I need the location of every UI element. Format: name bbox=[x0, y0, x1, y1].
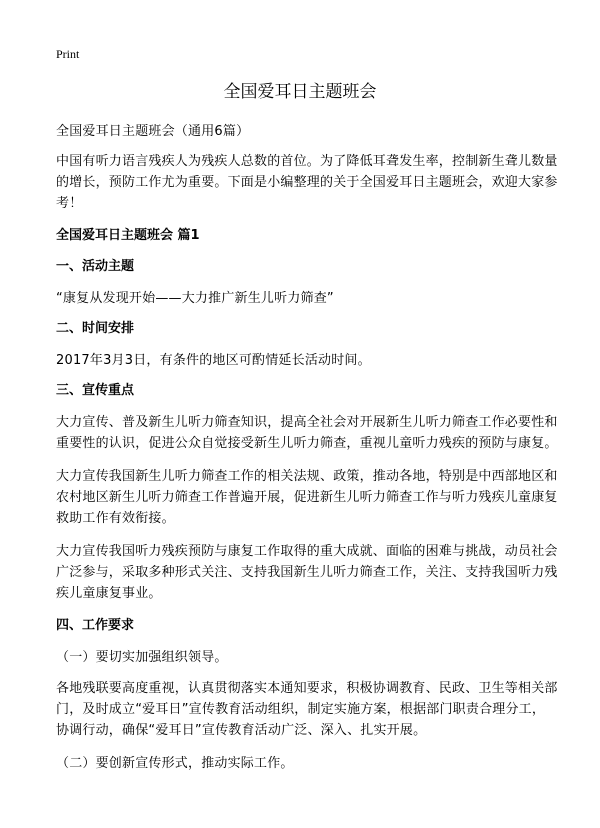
requirement-1-title: （一）要切实加强组织领导。 bbox=[56, 650, 228, 665]
heading-publicity-focus: 三、宣传重点 bbox=[56, 383, 135, 398]
document-title: 全国爱耳日主题班会 bbox=[223, 82, 377, 102]
theme-paragraph: “康复从发现开始——大力推广新生儿听力筛查” bbox=[56, 291, 334, 306]
requirement-1-body: 各地残联要高度重视，认真贯彻落实本通知要求，积极协调教育、民政、卫生等相关部门，及时成立“爱耳日”宣传教育活动组织，制定实施方案，根据部门职责合理分工，协调行动，确保“爱耳日”宣传教育活动广泛、深入、扎实开展。 bbox=[56, 681, 558, 738]
focus-paragraph-2: 大力宣传我国新生儿听力筛查工作的相关法规、政策，推动各地，特别是中西部地区和农村地区新生儿听力筛查工作普遍开展，促进新生儿听力筛查工作与听力残疾儿童康复救助工作有效衔接。 bbox=[56, 469, 558, 526]
intro-paragraph: 中国有听力语言残疾人为残疾人总数的首位。为了降低耳聋发生率，控制新生聋儿数量的增长，预防工作尤为重要。下面是小编整理的关于全国爱耳日主题班会，欢迎大家参考！ bbox=[56, 154, 558, 211]
requirement-2-title: （二）要创新宣传形式，推动实际工作。 bbox=[56, 756, 294, 771]
schedule-paragraph: 2017年3月3日，有条件的地区可酌情延长活动时间。 bbox=[56, 353, 371, 368]
focus-paragraph-1: 大力宣传、普及新生儿听力筛查知识，提高全社会对开展新生儿听力筛查工作必要性和重要性的认识，促进公众自觉接受新生儿听力筛查，重视儿童听力残疾的预防与康复。 bbox=[56, 415, 558, 451]
focus-paragraph-3: 大力宣传我国听力残疾预防与康复工作取得的重大成就、面临的困难与挑战，动员社会广泛参与，采取多种形式关注、支持我国新生儿听力筛查工作，关注、支持我国听力残疾儿童康复事业。 bbox=[56, 544, 558, 601]
print-label: Print bbox=[56, 47, 80, 61]
heading-work-requirements: 四、工作要求 bbox=[56, 618, 135, 633]
document-subtitle: 全国爱耳日主题班会（通用6篇） bbox=[56, 124, 250, 139]
heading-schedule: 二、时间安排 bbox=[56, 321, 135, 336]
section-title: 全国爱耳日主题班会 篇1 bbox=[56, 228, 200, 243]
document-body bbox=[56, 121, 558, 786]
heading-activity-theme: 一、活动主题 bbox=[56, 259, 135, 274]
